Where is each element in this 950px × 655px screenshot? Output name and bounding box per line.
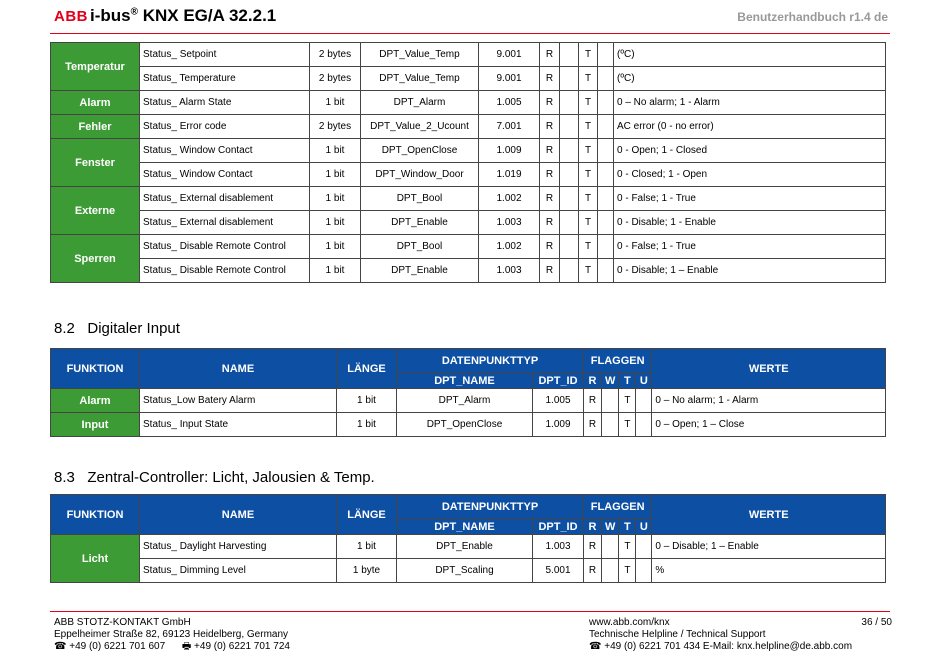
table-body <box>51 43 886 283</box>
column-header-laenge: LÄNGE <box>337 349 397 389</box>
table-cell: Status_ Daylight Harvesting <box>140 535 337 559</box>
table-cell: 1 bit <box>310 163 361 187</box>
column-header-dpt-id: DPT_ID <box>533 373 584 389</box>
table-cell: T <box>579 163 598 187</box>
table-cell: 1.003 <box>479 259 540 283</box>
table-cell: 1 bit <box>310 139 361 163</box>
digital-input-table <box>50 348 886 437</box>
table-cell <box>598 187 614 211</box>
header-row <box>51 495 886 519</box>
footer-address: Eppelheimer Straße 82, 69123 Heidelberg, Germany <box>54 629 289 640</box>
table-cell <box>560 211 579 235</box>
table-cell: 1 bit <box>310 187 361 211</box>
table-cell <box>598 235 614 259</box>
table-cell: R <box>584 559 602 583</box>
table-cell <box>598 91 614 115</box>
table-body <box>51 389 886 437</box>
table-cell <box>560 115 579 139</box>
table-cell: 0 - False; 1 - True <box>614 235 886 259</box>
status-table-continued <box>50 42 886 283</box>
table-cell: R <box>540 67 560 91</box>
table-cell: T <box>579 235 598 259</box>
table-cell: T <box>619 535 636 559</box>
table-cell: T <box>579 259 598 283</box>
column-header-datenpunkttyp: DATENPUNKTTYP <box>397 349 584 373</box>
table-cell: R <box>584 535 602 559</box>
table-cell: T <box>579 187 598 211</box>
footer-company: ABB STOTZ-KONTAKT GmbH <box>54 617 191 628</box>
column-header-dpt-name: DPT_NAME <box>397 519 533 535</box>
table-cell: DPT_Value_Temp <box>361 67 479 91</box>
table-row <box>51 139 886 163</box>
table-row <box>51 559 886 583</box>
table-row <box>51 67 886 91</box>
function-group-cell: Licht <box>51 535 140 583</box>
column-header-funktion: FUNKTION <box>51 349 140 389</box>
table-cell <box>602 413 619 437</box>
table-head <box>51 495 886 535</box>
flag-header-u: U <box>636 373 652 389</box>
table-cell: 1 bit <box>337 389 397 413</box>
central-controller-table <box>50 494 886 583</box>
table-cell: 7.001 <box>479 115 540 139</box>
column-header-werte: WERTE <box>652 495 886 535</box>
page-number: 36 / 50 <box>861 617 892 628</box>
column-header-laenge: LÄNGE <box>337 495 397 535</box>
table-cell: DPT_Enable <box>361 211 479 235</box>
table-cell: R <box>584 413 602 437</box>
table-cell: 1.005 <box>479 91 540 115</box>
table-cell: 0 – No alarm; 1 - Alarm <box>652 389 886 413</box>
table-cell: DPT_Bool <box>361 187 479 211</box>
table-body <box>51 535 886 583</box>
table-cell: Status_ Setpoint <box>140 43 310 67</box>
table-cell: 5.001 <box>533 559 584 583</box>
table-row <box>51 163 886 187</box>
table-cell: DPT_Value_Temp <box>361 43 479 67</box>
table-cell <box>598 211 614 235</box>
table-cell: R <box>540 43 560 67</box>
manual-version: Benutzerhandbuch r1.4 de <box>737 10 888 24</box>
column-header-flaggen: FLAGGEN <box>584 349 652 373</box>
function-group-cell: Alarm <box>51 91 140 115</box>
table-cell: 1 bit <box>310 211 361 235</box>
table-cell: T <box>579 91 598 115</box>
column-header-werte: WERTE <box>652 349 886 389</box>
header-row <box>51 349 886 373</box>
footer-web-link[interactable]: www.abb.com/knx <box>589 617 670 628</box>
table-cell <box>636 413 652 437</box>
table-cell: 0 - Disable; 1 - Enable <box>614 211 886 235</box>
table-cell: 1 bit <box>310 235 361 259</box>
footer-support-contact: ☎ +49 (0) 6221 701 434 E-Mail: knx.helpline@de.abb.com <box>589 641 853 652</box>
flag-header-u: U <box>636 519 652 535</box>
table-cell: AC error (0 - no error) <box>614 115 886 139</box>
table-cell <box>598 139 614 163</box>
table-cell: 1 byte <box>337 559 397 583</box>
table-cell <box>602 559 619 583</box>
header-divider <box>50 33 890 34</box>
function-group-cell: Fenster <box>51 139 140 187</box>
table-cell: 1.009 <box>533 413 584 437</box>
footer-phone-fax: ☎ +49 (0) 6221 701 607 🖶 +49 (0) 6221 701 724 <box>54 641 290 652</box>
table-cell: R <box>584 389 602 413</box>
table-cell: 1 bit <box>310 259 361 283</box>
table-cell <box>560 259 579 283</box>
footer-helpline: Technische Helpline / Technical Support <box>589 629 766 640</box>
column-header-dpt-name: DPT_NAME <box>397 373 533 389</box>
table-cell: R <box>540 163 560 187</box>
table-row <box>51 389 886 413</box>
table-cell: T <box>579 139 598 163</box>
column-header-datenpunkttyp: DATENPUNKTTYP <box>397 495 584 519</box>
table-row <box>51 413 886 437</box>
table-head <box>51 349 886 389</box>
table-cell <box>636 535 652 559</box>
function-group-cell: Sperren <box>51 235 140 283</box>
table-cell: 2 bytes <box>310 115 361 139</box>
flag-header-r: R <box>584 373 602 389</box>
table-cell: DPT_Alarm <box>397 389 533 413</box>
table-cell: 1.002 <box>479 187 540 211</box>
table-row <box>51 43 886 67</box>
table-cell: 2 bytes <box>310 43 361 67</box>
table-cell: R <box>540 259 560 283</box>
table-cell: 1.009 <box>479 139 540 163</box>
table-cell: R <box>540 139 560 163</box>
table-cell: R <box>540 91 560 115</box>
function-group-cell: Fehler <box>51 115 140 139</box>
flag-header-w: W <box>602 519 619 535</box>
table-cell: 0 - Disable; 1 – Enable <box>614 259 886 283</box>
table-cell: Status_ Window Contact <box>140 139 310 163</box>
function-group-cell: Externe <box>51 187 140 235</box>
column-header-flaggen: FLAGGEN <box>584 495 652 519</box>
table-cell <box>598 67 614 91</box>
table-cell: R <box>540 115 560 139</box>
table-cell: Status_ Error code <box>140 115 310 139</box>
table-cell: 0 – No alarm; 1 - Alarm <box>614 91 886 115</box>
table-row <box>51 259 886 283</box>
table-cell: 1.003 <box>479 211 540 235</box>
footer-divider <box>50 611 890 612</box>
table-cell <box>560 43 579 67</box>
table-cell: % <box>652 559 886 583</box>
table-cell <box>602 535 619 559</box>
table-row <box>51 187 886 211</box>
table-cell: DPT_Alarm <box>361 91 479 115</box>
table-cell <box>560 163 579 187</box>
table-cell: DPT_Value_2_Ucount <box>361 115 479 139</box>
column-header-name: NAME <box>140 349 337 389</box>
table-cell <box>560 235 579 259</box>
table-cell <box>560 67 579 91</box>
table-cell: DPT_Scaling <box>397 559 533 583</box>
table-cell: Status_ Disable Remote Control <box>140 235 310 259</box>
function-group-cell: Input <box>51 413 140 437</box>
table-cell: T <box>619 559 636 583</box>
flag-header-r: R <box>584 519 602 535</box>
table-cell: T <box>619 413 636 437</box>
table-cell: Status_ Input State <box>140 413 337 437</box>
flag-header-t: T <box>619 519 636 535</box>
table-cell: Status_ External disablement <box>140 211 310 235</box>
table-row <box>51 91 886 115</box>
table-cell <box>560 139 579 163</box>
table-cell: 9.001 <box>479 67 540 91</box>
table-cell <box>560 187 579 211</box>
table-cell: 1 bit <box>310 91 361 115</box>
table-cell <box>598 43 614 67</box>
function-group-cell: Temperatur <box>51 43 140 91</box>
table-cell: Status_ Disable Remote Control <box>140 259 310 283</box>
flag-header-t: T <box>619 373 636 389</box>
table-cell: DPT_OpenClose <box>397 413 533 437</box>
abb-logo: ABB <box>54 8 88 25</box>
table-row <box>51 535 886 559</box>
flag-header-w: W <box>602 373 619 389</box>
table-cell: DPT_Window_Door <box>361 163 479 187</box>
table-cell: (ºC) <box>614 43 886 67</box>
table-cell: 0 – Open; 1 – Close <box>652 413 886 437</box>
column-header-funktion: FUNKTION <box>51 495 140 535</box>
table-row <box>51 115 886 139</box>
table-cell: R <box>540 187 560 211</box>
table-row <box>51 211 886 235</box>
table-cell <box>598 115 614 139</box>
table-cell: (ºC) <box>614 67 886 91</box>
footer-company-block <box>54 617 290 653</box>
table-cell: Status_ Temperature <box>140 67 310 91</box>
table-cell: 0 – Disable; 1 – Enable <box>652 535 886 559</box>
table-cell: DPT_Enable <box>361 259 479 283</box>
table-cell: R <box>540 211 560 235</box>
table-cell: 0 - False; 1 - True <box>614 187 886 211</box>
table-cell: T <box>579 43 598 67</box>
table-cell: DPT_Bool <box>361 235 479 259</box>
table-cell: Status_ Alarm State <box>140 91 310 115</box>
table-cell <box>636 389 652 413</box>
table-cell: Status_ Dimming Level <box>140 559 337 583</box>
table-cell: 1 bit <box>337 535 397 559</box>
table-cell: Status_Low Batery Alarm <box>140 389 337 413</box>
table-cell <box>560 91 579 115</box>
table-cell: T <box>579 211 598 235</box>
table-cell: 1.005 <box>533 389 584 413</box>
function-group-cell: Alarm <box>51 389 140 413</box>
column-header-name: NAME <box>140 495 337 535</box>
table-cell: T <box>579 67 598 91</box>
table-cell: R <box>540 235 560 259</box>
section-heading-8-3: 8.3 Zentral-Controller: Licht, Jalousien & Temp. <box>54 469 375 486</box>
table-cell <box>636 559 652 583</box>
table-cell: Status_ External disablement <box>140 187 310 211</box>
table-cell: DPT_Enable <box>397 535 533 559</box>
table-cell: DPT_OpenClose <box>361 139 479 163</box>
table-cell: Status_ Window Contact <box>140 163 310 187</box>
table-cell: T <box>619 389 636 413</box>
table-cell: 2 bytes <box>310 67 361 91</box>
section-heading-8-2: 8.2 Digitaler Input <box>54 320 180 337</box>
column-header-dpt-id: DPT_ID <box>533 519 584 535</box>
footer-support-block <box>589 617 852 653</box>
table-cell <box>598 163 614 187</box>
table-cell: 1 bit <box>337 413 397 437</box>
table-cell: 9.001 <box>479 43 540 67</box>
table-cell <box>602 389 619 413</box>
table-cell: T <box>579 115 598 139</box>
table-cell: 0 - Open; 1 - Closed <box>614 139 886 163</box>
table-cell: 1.002 <box>479 235 540 259</box>
table-cell <box>598 259 614 283</box>
table-cell: 1.003 <box>533 535 584 559</box>
table-cell: 1.019 <box>479 163 540 187</box>
document-title: i-bus® KNX EG/A 32.2.1 <box>90 6 277 25</box>
table-row <box>51 235 886 259</box>
table-cell: 0 - Closed; 1 - Open <box>614 163 886 187</box>
